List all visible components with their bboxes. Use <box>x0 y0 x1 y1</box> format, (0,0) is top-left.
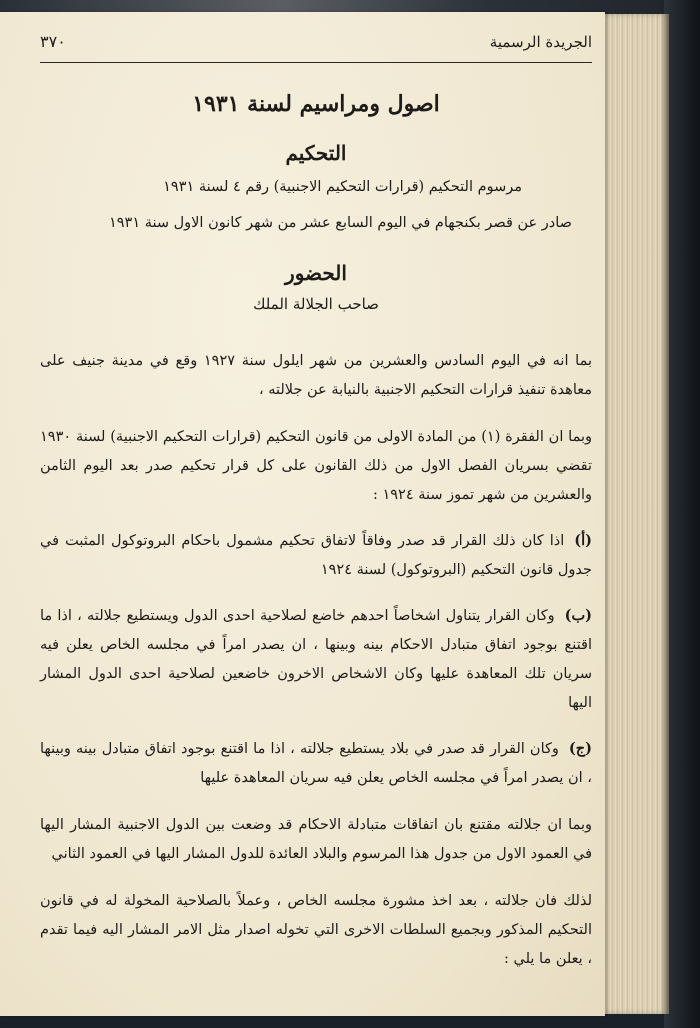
clause-b-label: (ب) <box>564 607 592 624</box>
clause-c <box>40 734 592 793</box>
attendance-title: الحضور <box>285 261 347 285</box>
decree-issued: صادر عن قصر بكنجهام في اليوم السابع عشر من شهر كانون الاول سنة ١٩٣١ <box>108 215 572 231</box>
clause-a <box>40 526 592 585</box>
paragraph-agreements: وبما ان جلالته مقتنع بان اتفاقات متبادلة الاحكام قد وضعت بين الدول الاجنبية المشار اليها في العمود الاول من جدول هذا المرسوم والبلاد العائدة للدول المشار اليها في العمود الثاني <box>40 817 592 862</box>
section-title: التحكيم <box>285 141 347 165</box>
book-cover-right <box>664 0 700 1028</box>
document-page <box>0 12 605 1016</box>
page-number: ٣٧٠ <box>40 32 66 51</box>
document-title: اصول ومراسيم لسنة ١٩٣١ <box>192 91 440 117</box>
decree-name: مرسوم التحكيم (قرارات التحكيم الاجنبية) رقم ٤ لسنة ١٩٣١ <box>163 179 522 195</box>
attendance-name: صاحب الجلالة الملك <box>253 295 379 313</box>
running-head <box>40 32 592 63</box>
clause-c-text: وكان القرار قد صدر في بلاد يستطيع جلالته ، اذا ما اقتنع بوجود اتفاق متبادل بينه وبينها ، ان يصدر امراً في مجلسه الخاص يعلن فيه سريان المعاهدة عليها <box>40 741 592 786</box>
clause-b-text: وكان القرار يتناول اشخاصاً احدهم خاضع لصلاحية احدى الدول ويستطيع جلالته ، اذا ما اقتنع بوجود اتفاق متبادل الاحكام بينه وبينها ، ان يصدر امراً في مجلسه الخاص يعلن فيه سريان تلك المعاهدة عليها وكان الاشخاص الاخرون خاضعين لصلاحية احدى الدول المشار اليها <box>40 608 592 711</box>
page-content <box>40 32 592 989</box>
paragraph-whereas: وبما ان الفقرة (١) من المادة الاولى من قانون التحكيم (قرارات التحكيم الاجنبية) لسنة ١٩٣٠ تقضي بسريان الفصل الاول من ذلك القانون على كل قرار تحكيم صدر بعد اليوم الثامن والعشرين من شهر تموز سنة ١٩٢٤ : <box>40 429 592 503</box>
paragraph-declaration: لذلك فان جلالته ، بعد اخذ مشورة مجلسه الخاص ، وعملاً بالصلاحية المخولة له في قانون التحكيم المذكور وبجميع السلطات الاخرى التي تخوله اصدار مثل الامر المشار اليه فيما تقدم ، يعلن ما يلي : <box>40 893 592 967</box>
clause-b <box>40 601 592 718</box>
clause-a-text: اذا كان ذلك القرار قد صدر وفاقاً لاتفاق تحكيم مشمول باحكام البروتوكول المثبت في جدول قانون التحكيم (البروتوكول) لسنة ١٩٢٤ <box>40 533 592 578</box>
page-edges <box>598 14 669 1014</box>
clause-a-label: (أ) <box>574 532 592 549</box>
journal-title: الجريدة الرسمية <box>489 33 592 51</box>
clause-c-label: (ج) <box>568 740 592 757</box>
paragraph-preamble: بما انه في اليوم السادس والعشرين من شهر ايلول سنة ١٩٢٧ وقع في مدينة جنيف على معاهدة تنفيذ قرارات التحكيم الاجنبية بالنيابة عن جلالته ، <box>40 353 592 398</box>
